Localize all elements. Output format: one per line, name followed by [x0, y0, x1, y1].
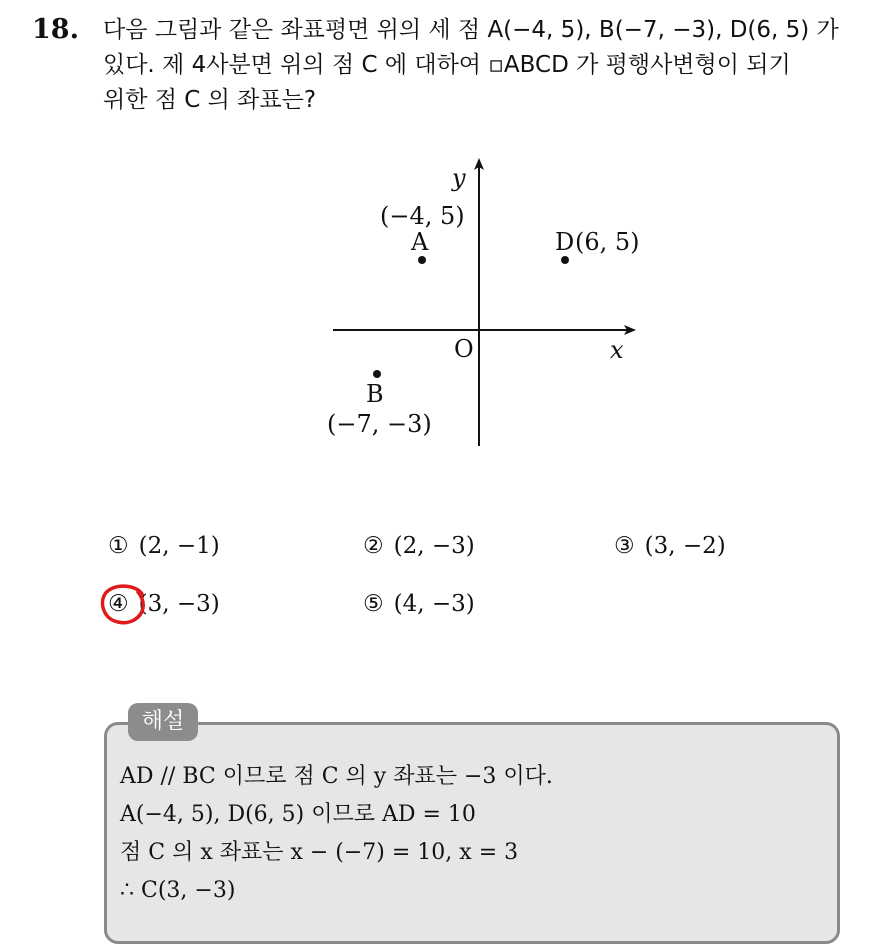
point-d — [561, 256, 569, 264]
choice-3[interactable] — [614, 533, 726, 559]
question-text — [103, 13, 873, 118]
choice-5[interactable] — [363, 591, 475, 617]
question-line-1: 다음 그림과 같은 좌표평면 위의 세 점 A(−4, 5), B(−7, −3), D(6, 5) 가 — [103, 17, 839, 43]
point-a-coord: (−4, 5) — [380, 202, 465, 230]
question-line-3: 위한 점 C 의 좌표는? — [103, 87, 317, 113]
point-b-coord: (−7, −3) — [327, 410, 432, 438]
coordinate-figure — [300, 150, 660, 460]
solution-line-1: AD // BC 이므로 점 C 의 y 좌표는 −3 이다. — [120, 764, 553, 789]
solution-line-3: 점 C 의 x 좌표는 x − (−7) = 10, x = 3 — [120, 840, 519, 865]
answer-circle-mark — [98, 582, 150, 628]
point-a — [418, 256, 426, 264]
solution-tab: 해설 — [128, 703, 198, 741]
choice-2[interactable] — [363, 533, 475, 559]
problem-number: 18. — [32, 14, 79, 45]
choice-2-text: (2, −3) — [393, 533, 475, 559]
point-b-name: B — [366, 380, 384, 408]
solution-line-4: ∴ C(3, −3) — [120, 878, 236, 903]
choice-5-number: ⑤ — [363, 591, 384, 617]
choice-1-text: (2, −1) — [138, 533, 220, 559]
choice-3-number: ③ — [614, 533, 635, 559]
choice-4-text: (3, −3) — [138, 591, 220, 617]
question-line-2: 있다. 제 4사분면 위의 점 C 에 대하여 ▫ABCD 가 평행사변형이 되기 — [103, 52, 791, 78]
solution-text — [120, 758, 553, 910]
y-axis-label: y — [452, 164, 466, 192]
point-d-coord: (6, 5) — [575, 228, 640, 256]
choice-2-number: ② — [363, 533, 384, 559]
x-axis-label: x — [610, 336, 624, 364]
solution-line-2: A(−4, 5), D(6, 5) 이므로 AD = 10 — [120, 802, 476, 827]
choice-1[interactable] — [108, 533, 220, 559]
point-b — [373, 370, 381, 378]
point-a-name: A — [411, 228, 429, 256]
choice-3-text: (3, −2) — [644, 533, 726, 559]
choice-5-text: (4, −3) — [393, 591, 475, 617]
point-d-name: D — [555, 228, 575, 256]
choice-1-number: ① — [108, 533, 129, 559]
choice-4-number: ④ — [108, 591, 129, 617]
origin-label: O — [454, 335, 474, 363]
